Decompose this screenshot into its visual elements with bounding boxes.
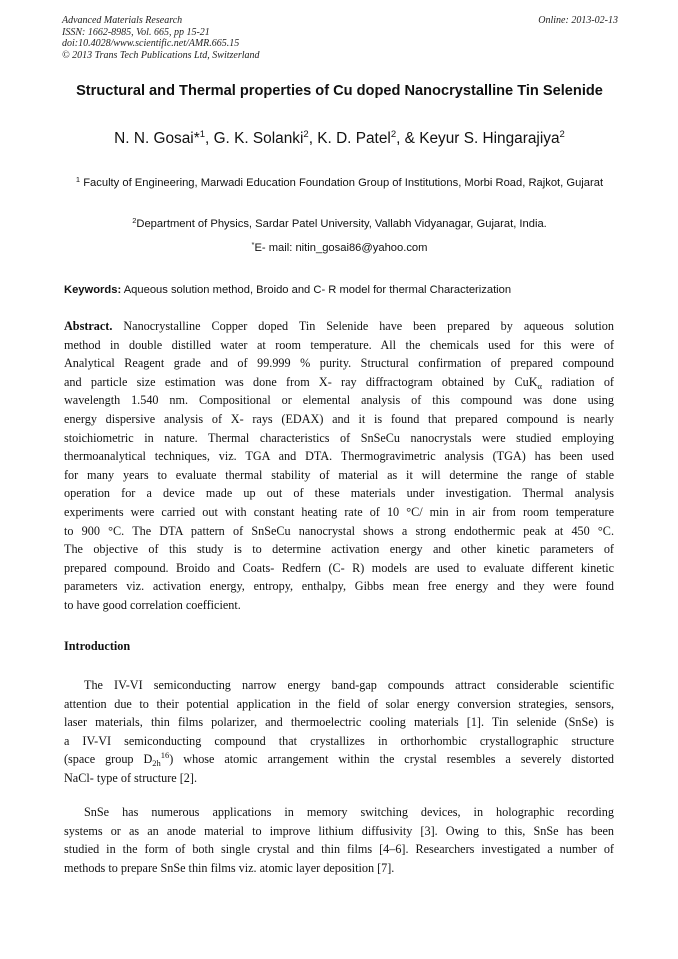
affiliation-2 (64, 215, 615, 234)
corresponding-email (64, 239, 615, 258)
doi-line: doi:10.4028/www.scientific.net/AMR.665.15 (62, 38, 240, 49)
corresponding-mark: * (251, 240, 255, 249)
author-affil-mark: 2 (390, 129, 397, 140)
author-name: G. K. Solanki (213, 130, 304, 147)
paragraph-line: systems or as an anode material to improve lithium diffusivity [3]. Owing to this, SnSe has been (64, 823, 614, 838)
author-separator: , & (396, 130, 420, 147)
author-name: N. N. Gosai* (114, 130, 200, 147)
abstract-line: energy dispersive analysis of X- rays (EDAX) and it is found that prepared compound is nearly (64, 411, 614, 426)
space-group-superscript: 16 (160, 750, 170, 761)
keywords (64, 281, 615, 300)
abstract-line: wavelength 1.540 nm. Compositional or elemental analysis of this compound was done using (64, 393, 614, 408)
journal-name: Advanced Materials Research (62, 15, 183, 26)
paragraph-line: NaCl- type of structure [2]. (64, 770, 198, 785)
abstract-text: and particle size estimation was done from X- ray diffractogram obtained by CuK (64, 374, 538, 389)
author-list (64, 128, 615, 150)
author-separator: , (308, 130, 318, 147)
abstract-line: parameters viz. activation energy, entropy, enthalpy, Gibbs mean free energy and they were found (64, 579, 614, 594)
abstract-line: experiments were carried out with constant heating rate of 10 °C/ min in air from room temperature (64, 504, 614, 519)
abstract-line: for many years to evaluate thermal stability of material as it will determine the range of stable (64, 467, 614, 482)
abstract-line: prepared compound. Broido and Coats- Redfern (C- R) models are used to evaluate different kinetic (64, 560, 614, 575)
abstract-line (64, 373, 614, 392)
paragraph-line: a IV-VI semiconducting compound that crystallizes in orthorhombic crystallographic structure (64, 733, 614, 748)
section-heading-introduction: Introduction (64, 639, 131, 653)
affiliation-mark: 2 (132, 216, 137, 225)
copyright-line: © 2013 Trans Tech Publications Ltd, Switzerland (62, 49, 260, 61)
keywords-text: Aqueous solution method, Broido and C- R model for thermal Characterization (121, 284, 512, 296)
abstract-line: method in double distilled water at room temperature. All the chemicals used for this were of (64, 337, 614, 352)
paragraph-line: methods to prepare SnSe thin films viz. atomic layer deposition [7]. (64, 860, 395, 875)
intro-paragraph-2 (64, 803, 614, 877)
affiliation-text: Department of Physics, Sardar Patel University, Vallabh Vidyanagar, Gujarat, India. (136, 218, 547, 230)
paragraph-line: laser materials, thin films polarizer, and thermoelectric cooling materials [1]. Tin selenide (SnSe) is (64, 715, 614, 730)
abstract-text: Nanocrystalline Copper doped Tin Selenide have been prepared by aqueous solution (112, 319, 614, 333)
author-affil-mark: 2 (559, 129, 565, 140)
paragraph-line (64, 750, 614, 769)
intro-paragraph-1 (64, 676, 614, 788)
abstract-line: to have good correlation coefficient. (64, 597, 241, 612)
abstract-line: thermoanalytical techniques, viz. TGA and DTA. Thermogravimetric analysis (TGA) has been used (64, 449, 614, 464)
affiliation-mark: 1 (75, 175, 81, 184)
paragraph-text: ) whose atomic arrangement within the crystal resembles a severely distorted (169, 752, 614, 767)
abstract (64, 317, 614, 615)
author-separator: , (205, 130, 214, 147)
affiliation-text: Faculty of Engineering, Marwadi Education Foundation Group of Institutions, Morbi Road, Rajkot, Gujarat (83, 177, 604, 189)
keywords-label: Keywords: (64, 284, 122, 296)
running-header (62, 15, 618, 61)
author-affil-mark: 1 (199, 129, 205, 140)
abstract-line: stoichiometric in nature. Thermal characteristics of SnSeCu nanocrystals were studied employing (64, 430, 614, 445)
author-affil-mark: 2 (303, 129, 309, 140)
online-date: Online: 2013-02-13 (538, 15, 618, 26)
abstract-line: The objective of this study is to determine activation energy and other kinetic parameters of (64, 542, 614, 557)
paragraph-text: (space group D (64, 752, 153, 767)
abstract-line (64, 317, 614, 336)
space-group-subscript: 2h (152, 758, 161, 769)
abstract-line: to 900 °C. The DTA pattern of SnSeCu nanocrystal shows a strong endothermic peak at 450 °C. (64, 523, 614, 538)
email-text: E- mail: nitin_gosai86@yahoo.com (254, 242, 428, 254)
abstract-label: Abstract. (64, 319, 113, 333)
affiliation-1 (64, 174, 615, 193)
abstract-line: Analytical Reagent grade and of 99.999 % purity. Structural confirmation of prepared compound (64, 356, 614, 371)
paragraph-line: The IV-VI semiconducting narrow energy band-gap compounds attract considerable scientific (84, 678, 614, 692)
paragraph-line: attention due to their potential application in the field of solar energy conversion strategies, sensors, (64, 696, 614, 711)
paragraph-line: studied in the form of both single crystal and thin films [4–6]. Researchers investigated a number of (64, 842, 614, 857)
paragraph-line: SnSe has numerous applications in memory switching devices, in holographic recording (84, 805, 614, 819)
author-name: K. D. Patel (317, 130, 391, 147)
author-name: Keyur S. Hingarajiya (419, 130, 560, 147)
abstract-text: radiation of (542, 374, 614, 389)
alpha-subscript: α (537, 380, 543, 391)
publication-info (62, 15, 618, 61)
issn-line: ISSN: 1662-8985, Vol. 665, pp 15-21 (62, 26, 210, 38)
abstract-line: operation for a device made up out of these materials under investigation. Thermal analysis (64, 486, 614, 501)
paper-title: Structural and Thermal properties of Cu doped Nanocrystalline Tin Selenide (76, 83, 603, 99)
